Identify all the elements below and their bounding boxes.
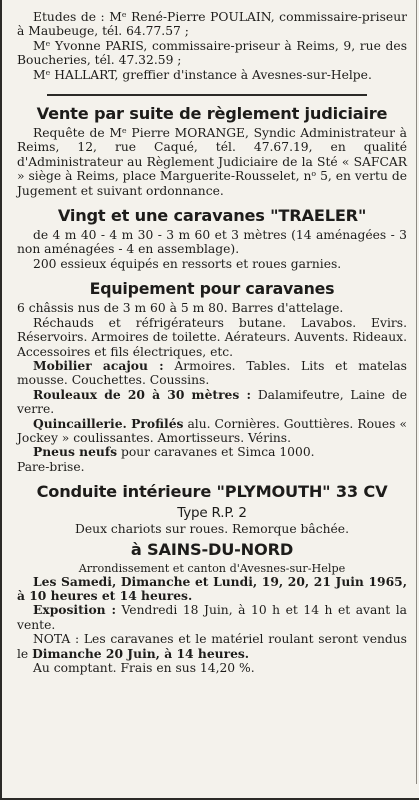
- dates-vente: Les Samedi, Dimanche et Lundi, 19, 20, 21 Juin 1965, à 10 heures et 14 heures.: [17, 573, 407, 603]
- etudes-line-2: Mᵉ Yvonne PARIS, commissaire-priseur à Reims, 9, rue des Boucheries, tél. 47.32.59 ;: [17, 38, 407, 68]
- equipement-heading: Equipement pour caravanes: [89, 279, 335, 299]
- lieu-arrondissement: Arrondissement et canton d'Avesnes-sur-Helpe: [78, 561, 346, 575]
- vente-text: Requête de Mᵉ Pierre MORANGE, Syndic Administrateur à Reims, 12, rue Caqué, tél. 47.67.19, en qualité d'Administrateur au Règlement Judiciaire de la Sté « SAFCAR » siège à Reims, place Marguerite-Rousselet, nᵒ 5, en vertu de Jugement et suivant ordonnance.: [17, 126, 407, 198]
- caravanes-heading: Vingt et une caravanes "TRAELER": [57, 206, 367, 226]
- mobilier-label: Mobilier acajou :: [33, 357, 164, 373]
- quincaillerie-text: alu. Cornières. Gouttières. Roues « Jockey » coulissantes. Amortisseurs. Vérins.: [17, 416, 407, 445]
- equipement-quincaillerie: [17, 417, 407, 446]
- column-rule: [416, 0, 417, 784]
- caravanes-text: de 4 m 40 - 4 m 30 - 3 m 60 et 3 mètres (14 aménagées - 3 non aménagées - 4 en assemblage).: [17, 228, 407, 257]
- equipement-mobilier: [17, 359, 407, 388]
- equipement-parebrise: Pare-brise.: [17, 459, 85, 474]
- vente-heading: Vente par suite de règlement judiciaire: [36, 104, 388, 124]
- plymouth-chariots: Deux chariots sur roues. Remorque bâchée.: [75, 522, 349, 537]
- mobilier-text: Armoires. Tables. Lits et matelas mousse. Couchettes. Coussins.: [17, 358, 407, 388]
- exposition-text: Vendredi 18 Juin, à 10 h et 14 h et avant la vente.: [17, 603, 407, 632]
- quincaillerie-label: Quincaillerie. Profilés: [33, 415, 184, 431]
- rouleaux-label: Rouleaux de 20 à 30 mètres :: [33, 386, 252, 402]
- rouleaux-text: Dalamifeutre, Laine de verre.: [17, 387, 407, 417]
- dates-nota: [17, 632, 407, 661]
- caravanes-essieux: 200 essieux équipés en ressorts et roues garnies.: [33, 256, 342, 271]
- divider: [47, 94, 367, 96]
- plymouth-heading: Conduite intérieure "PLYMOUTH" 33 CV: [36, 482, 388, 502]
- etudes-line-1: Etudes de : Mᵉ René-Pierre POULAIN, commissaire-priseur à Maubeuge, tél. 64.77.57 ;: [17, 10, 407, 39]
- equipement-rechauds: Réchauds et réfrigérateurs butane. Lavabos. Evirs. Réservoirs. Armoires de toilette. Aérateurs. Auvents. Rideaux. Accessoires et fils électriques, etc.: [17, 315, 407, 359]
- exposition-label: Exposition :: [33, 602, 117, 618]
- equipement-pneus: [17, 445, 407, 459]
- plymouth-type: Type R.P. 2: [177, 505, 247, 522]
- dates-exposition: [17, 603, 407, 632]
- pneus-label: Pneus neufs: [33, 444, 118, 460]
- lieu-city: à SAINS-DU-NORD: [130, 539, 294, 559]
- equipement-rouleaux: [17, 388, 407, 417]
- etudes-line-3: Mᵉ HALLART, greffier d'instance à Avesnes-sur-Helpe.: [33, 67, 372, 82]
- pneus-text: pour caravanes et Simca 1000.: [117, 445, 315, 460]
- nota-date: Dimanche 20 Juin, à 14 heures.: [32, 645, 250, 661]
- nota-text: NOTA : Les caravanes et le matériel roulant seront vendus le: [17, 632, 407, 661]
- dates-comptant: Au comptant. Frais en sus 14,20 %.: [33, 661, 255, 675]
- equipement-chassis: 6 châssis nus de 3 m 60 à 5 m 80. Barres d'attelage.: [17, 301, 344, 316]
